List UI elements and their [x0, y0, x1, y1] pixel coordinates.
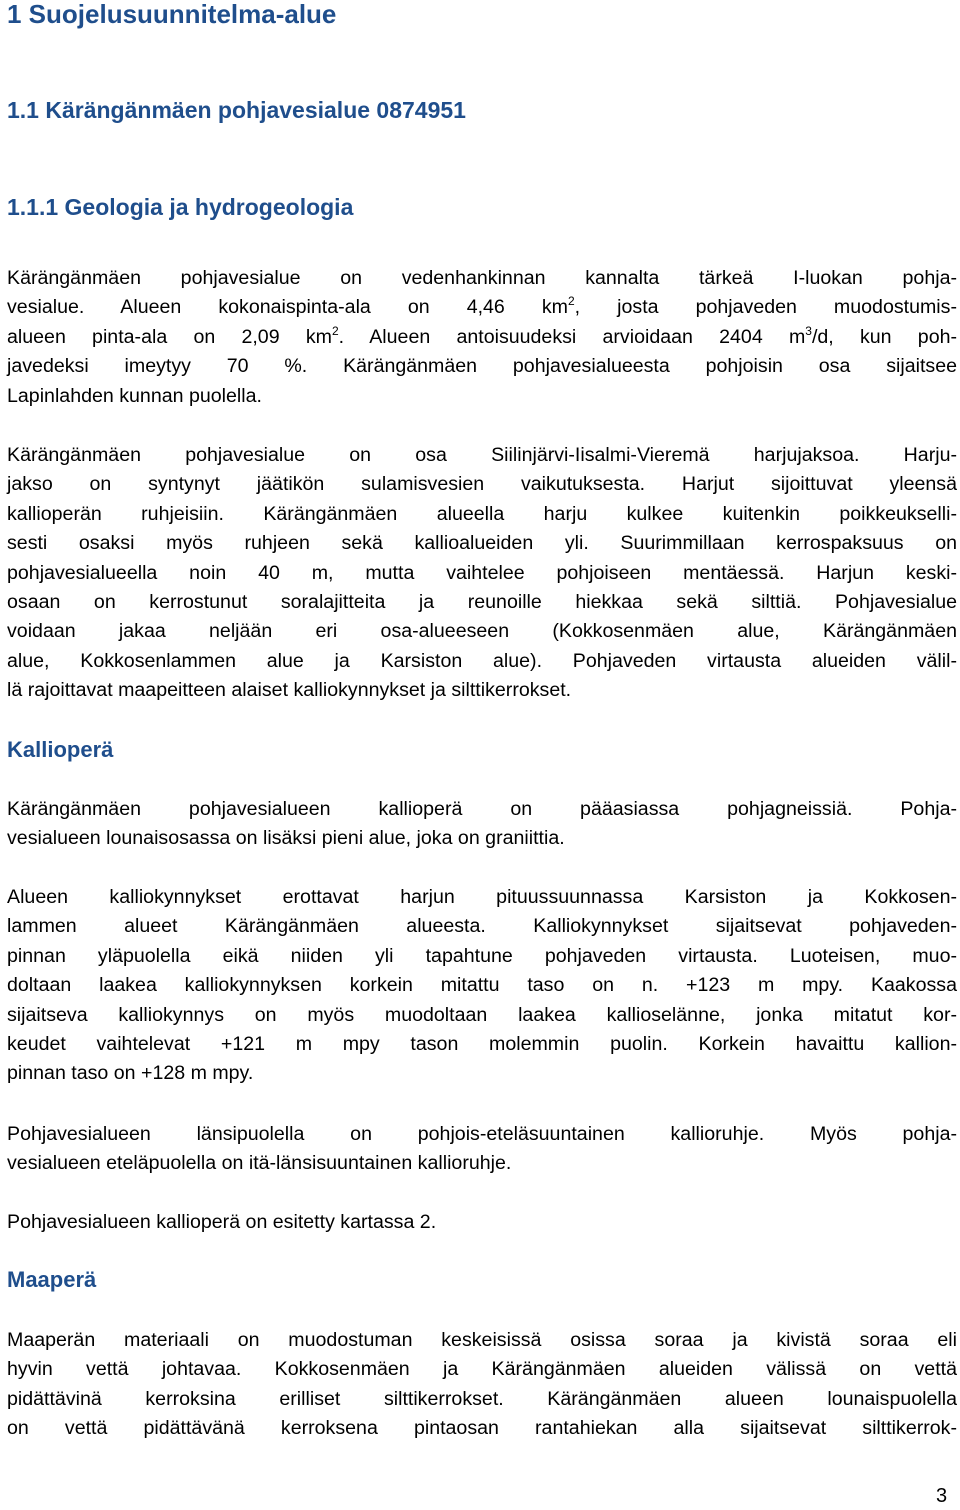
text-line: alue, Kokkosenlammen alue ja Karsiston alue). Pohjaveden virtausta alueiden välil- [7, 649, 957, 672]
superscript: 2 [331, 323, 339, 338]
text-line: Alueen kalliokynnykset erottavat harjun pituussuunnassa Karsiston ja Kokkosen- [7, 886, 957, 908]
text-line: Kärängänmäen pohjavesialue on vedenhankinnan kannalta tärkeä I-luokan pohja- [7, 267, 957, 289]
text-line: vesialueen lounaisosassa on lisäksi pieni alue, joka on graniittia. [7, 827, 565, 850]
text-line: Lapinlahden kunnan puolella. [7, 384, 262, 407]
text-line: on vettä pidättävänä kerroksena pintaosan rantahiekan alla sijaitsevat silttikerrok- [7, 1417, 957, 1440]
maaperä-heading: Maaperä [7, 1267, 97, 1292]
text-run: /d, kun poh- [811, 325, 958, 348]
soil-paragraph [7, 1326, 957, 1444]
text-line: pohjavesialueella noin 40 m, mutta vaihtelee pohjoiseen mentäessä. Harjun keski- [7, 561, 957, 584]
text-line: doltaan laakea kalliokynnyksen korkein mitattu taso on n. +123 m mpy. Kaakossa [7, 974, 957, 997]
text-line: pinnan taso on +128 m mpy. [7, 1062, 254, 1085]
text-line [7, 323, 957, 352]
text-line: sijaitseva kalliokynnys on myös muodoltaan laakea kallioselänne, jonka mitatut kor- [7, 1003, 957, 1026]
text-run: alueen pinta-ala on 2,09 km [7, 325, 332, 348]
kallioperä-heading: Kallioperä [7, 737, 114, 762]
subsection-heading: 1.1.1 Geologia ja hydrogeologia [7, 194, 354, 220]
intro-paragraph [7, 264, 957, 411]
chapter-heading: 1 Suojelusuunnitelma-alue [7, 0, 337, 29]
text-line: osaan on kerrostunut soralajitteita ja reunoille hiekkaa sekä silttiä. Pohjavesialue [7, 590, 957, 613]
text-run: vesialue. Alueen kokonaispinta-ala on 4,46 km [7, 296, 568, 319]
text-line: voidaan jakaa neljään eri osa-alueeseen (Kokkosenmäen alue, Kärängänmäen [7, 620, 957, 643]
bedrock-paragraph-4 [7, 1208, 957, 1237]
text-line: Pohjavesialueen länsipuolella on pohjois-eteläsuuntainen kallioruhje. Myös pohja- [7, 1123, 957, 1145]
text-line: Kärängänmäen pohjavesialue on osa Siilinjärvi-Iisalmi-Vieremä harjujaksoa. Harju- [7, 444, 957, 466]
text-line: vesialueen eteläpuolella on itä-länsisuuntainen kallioruhje. [7, 1152, 512, 1175]
text-line: lä rajoittavat maapeitteen alaiset kalliokynnykset ja silttikerrokset. [7, 679, 572, 702]
text-run: , josta pohjaveden muodostumis- [574, 296, 957, 319]
text-line: pinnan yläpuolella eikä niiden yli tapahtune pohjaveden virtausta. Luoteisen, muo- [7, 944, 957, 967]
text-line: kallioperän ruhjeisiin. Kärängänmäen alueella harju kulkee kuitenkin poikkeukselli- [7, 502, 957, 525]
superscript: 2 [567, 294, 575, 309]
text-line [7, 293, 957, 322]
text-line: Maaperän materiaali on muodostuman keskeisissä osissa soraa ja kivistä soraa eli [7, 1329, 957, 1351]
text-line: Pohjavesialueen kallioperä on esitetty kartassa 2. [7, 1211, 437, 1233]
text-line: hyvin vettä johtavaa. Kokkosenmäen ja Kärängänmäen alueiden välissä on vettä [7, 1358, 957, 1381]
bedrock-paragraph-1 [7, 795, 957, 854]
geology-paragraph [7, 441, 957, 706]
text-run: . Alueen antoisuudeksi arvioidaan 2404 m [338, 325, 806, 348]
text-line: javedeksi imeytyy 70 %. Kärängänmäen pohjavesialueesta pohjoisin osa sijaitsee [7, 355, 957, 378]
bedrock-paragraph-3 [7, 1120, 957, 1179]
section-heading: 1.1 Kärängänmäen pohjavesialue 0874951 [7, 97, 466, 123]
text-line: jakso on syntynyt jäätikön sulamisvesien vaikutuksesta. Harjut sijoittuvat yleensä [7, 473, 957, 496]
page-number: 3 [936, 1485, 948, 1507]
text-line: Kärängänmäen pohjavesialueen kallioperä on pääasiassa pohjagneissiä. Pohja- [7, 798, 957, 820]
superscript: 3 [805, 323, 812, 338]
text-line: keudet vaihtelevat +121 m mpy tason molemmin puolin. Korkein havaittu kallion- [7, 1032, 957, 1055]
text-line: pidättävinä kerroksina erilliset silttikerrokset. Kärängänmäen alueen lounaispuolella [7, 1387, 957, 1410]
text-line: sesti osaksi myös ruhjeen sekä kallioalueiden yli. Suurimmillaan kerrospaksuus on [7, 532, 957, 555]
bedrock-paragraph-2 [7, 883, 957, 1089]
text-line: lammen alueet Kärängänmäen alueesta. Kalliokynnykset sijaitsevat pohjaveden- [7, 915, 957, 938]
